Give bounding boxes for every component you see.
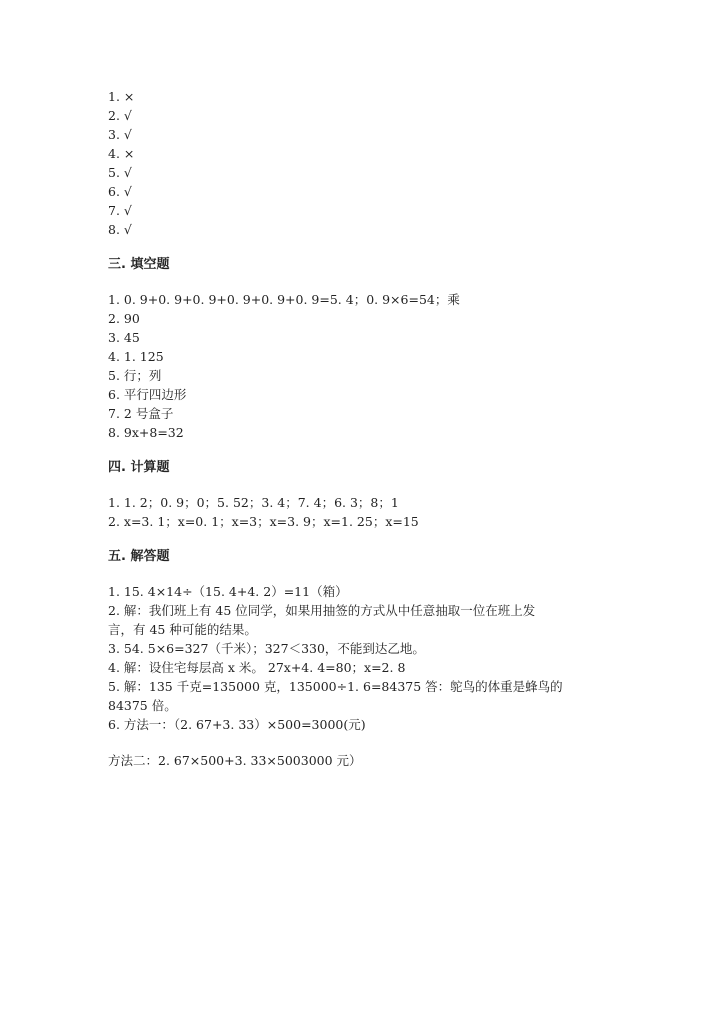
answer-line: 8. 9x+8=32 bbox=[108, 425, 184, 440]
answer-line: 2. x=3. 1；x=0. 1；x=3；x=3. 9；x=1. 25；x=15 bbox=[108, 514, 419, 529]
answer-line: 方法二：2. 67×500+3. 33×5003000 元） bbox=[108, 753, 362, 768]
answer-line: 言，有 45 种可能的结果。 bbox=[108, 622, 257, 637]
answer-line: 7. 2 号盒子 bbox=[108, 406, 174, 421]
calculation-answers bbox=[108, 493, 628, 531]
answer-line: 7. √ bbox=[108, 203, 132, 218]
answer-line: 5. 行；列 bbox=[108, 368, 162, 383]
answer-line: 5. 解：135 千克=135000 克，135000÷1. 6=84375 答：鸵鸟的体重是蜂鸟的 bbox=[108, 679, 563, 694]
answer-line: 2. √ bbox=[108, 108, 132, 123]
answer-line: 3. 54. 5×6=327（千米）；327＜330，不能到达乙地。 bbox=[108, 641, 425, 656]
answer-line: 2. 90 bbox=[108, 311, 140, 326]
answer-line: 6. 方法一：（2. 67+3. 33）×500=3000(元) bbox=[108, 717, 366, 732]
answer-line: 3. 45 bbox=[108, 330, 140, 345]
word-problem-answers bbox=[108, 582, 628, 770]
answer-line: 1. 15. 4×14÷（15. 4+4. 2）=11（箱） bbox=[108, 584, 348, 599]
answer-line: 4. 1. 125 bbox=[108, 349, 164, 364]
answer-line: 1. 0. 9+0. 9+0. 9+0. 9+0. 9+0. 9=5. 4；0. 9×6=54；乘 bbox=[108, 292, 460, 307]
answer-line: 5. √ bbox=[108, 165, 132, 180]
answer-line: 6. √ bbox=[108, 184, 132, 199]
answer-line: 8. √ bbox=[108, 222, 132, 237]
fill-blank-answers bbox=[108, 290, 628, 442]
answer-line: 6. 平行四边形 bbox=[108, 387, 187, 402]
answer-line: 4. × bbox=[108, 146, 135, 161]
answer-line: 1. × bbox=[108, 89, 135, 104]
answer-line: 84375 倍。 bbox=[108, 698, 177, 713]
answer-line: 1. 1. 2；0. 9；0；5. 52；3. 4；7. 4；6. 3；8；1 bbox=[108, 495, 399, 510]
answer-line: 3. √ bbox=[108, 127, 132, 142]
section-heading-fill-blank: 三. 填空题 bbox=[108, 257, 170, 272]
answer-line: 4. 解：设住宅每层高 x 米。 27x+4. 4=80；x=2. 8 bbox=[108, 660, 406, 675]
section-heading-calculation: 四. 计算题 bbox=[108, 460, 170, 475]
section-heading-word-problems: 五. 解答题 bbox=[108, 549, 170, 564]
judgement-answers bbox=[108, 87, 628, 239]
answer-line: 2. 解：我们班上有 45 位同学，如果用抽签的方式从中任意抽取一位在班上发 bbox=[108, 603, 536, 618]
answer-document bbox=[108, 87, 628, 770]
